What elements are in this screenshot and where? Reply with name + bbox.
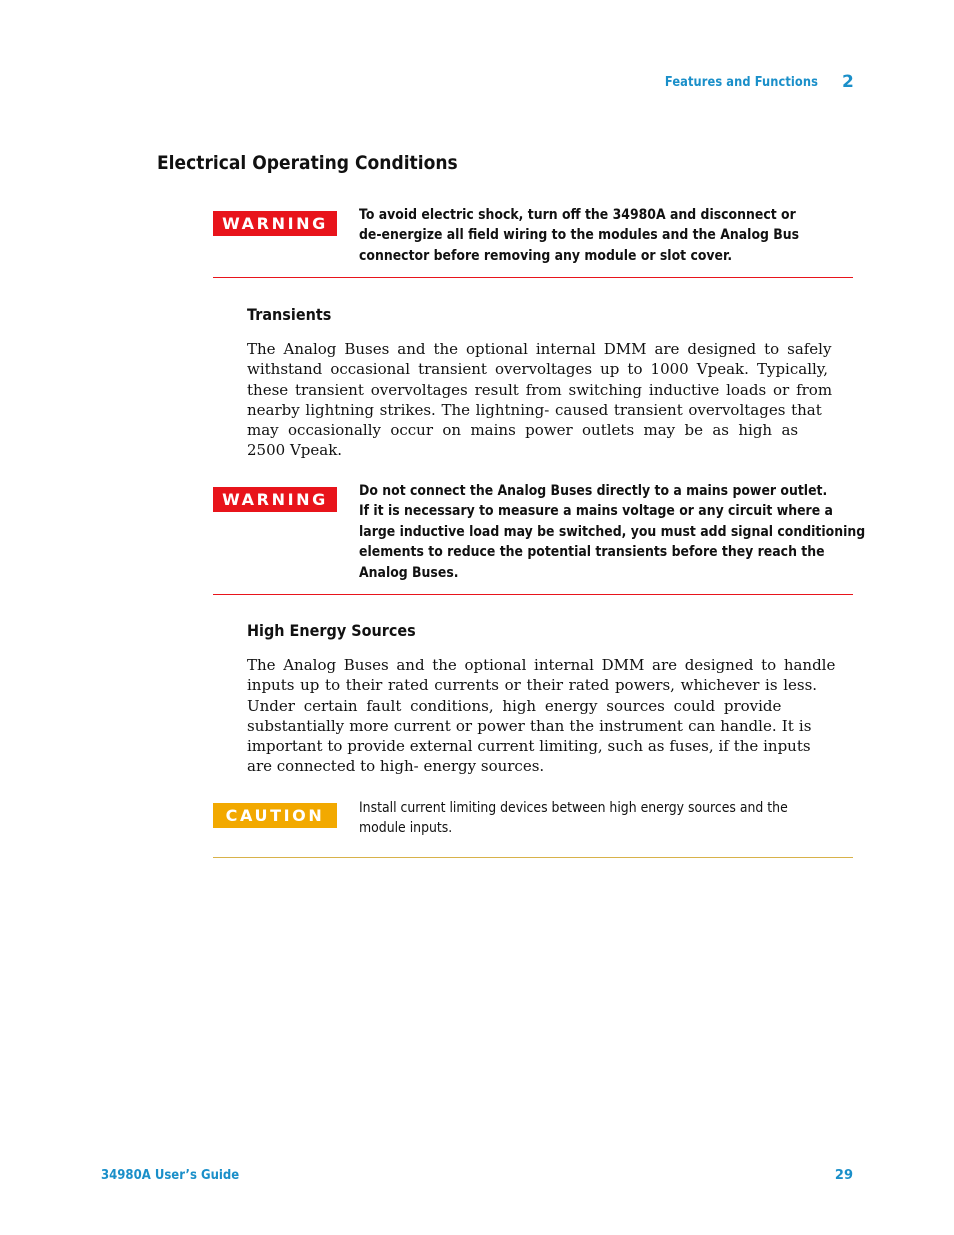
warning-text-line: de-energize all field wiring to the modules and the Analog Bus xyxy=(359,227,800,244)
caution-text xyxy=(359,798,859,839)
paragraph-line: are connected to high- energy sources. xyxy=(247,757,545,776)
warning-box xyxy=(213,483,866,596)
running-header-chapter-number: 2 xyxy=(842,72,854,92)
paragraph-line: The Analog Buses and the optional internal DMM are designed to safely xyxy=(247,340,832,358)
section-heading: Electrical Operating Conditions xyxy=(157,152,458,174)
warning-text-line: elements to reduce the potential transients before they reach the xyxy=(359,544,825,561)
warning-text xyxy=(359,205,859,266)
caution-text-line: Install current limiting devices between high energy sources and the xyxy=(359,800,788,816)
paragraph-line: nearby lightning strikes. The lightning- caused transient overvoltages that xyxy=(247,400,822,419)
paragraph-line: withstand occasional transient overvoltages up to 1000 Vpeak. Typically, xyxy=(247,360,829,379)
warning-text xyxy=(359,481,866,583)
paragraph-line: these transient overvoltages result from switching inductive loads or from xyxy=(247,380,833,399)
caution-divider xyxy=(213,857,853,858)
paragraph-line: substantially more current or power than the instrument can handle. It is xyxy=(247,716,812,735)
warning-text-line: Analog Buses. xyxy=(359,564,459,581)
running-header-chapter-title: Features and Functions xyxy=(664,75,818,90)
footer-page-number: 29 xyxy=(834,1168,853,1183)
paragraph-line: may occasionally occur on mains power outlets may be as high as xyxy=(247,421,799,440)
warning-text-line: Do not connect the Analog Buses directly to a mains power outlet. xyxy=(359,483,828,499)
high-energy-paragraph xyxy=(247,655,845,777)
caution-box xyxy=(213,800,853,859)
warning-box xyxy=(213,207,853,279)
warning-text-line: To avoid electric shock, turn off the 34980A and disconnect or xyxy=(359,207,796,223)
warning-text-line: large inductive load may be switched, you must add signal conditioning xyxy=(359,523,866,540)
warning-divider xyxy=(213,594,853,595)
transients-paragraph xyxy=(247,339,845,461)
paragraph-line: The Analog Buses and the optional internal DMM are designed to handle xyxy=(247,656,836,674)
footer-guide-title: 34980A User’s Guide xyxy=(101,1168,240,1183)
subheading-transients: Transients xyxy=(247,305,332,324)
warning-label: WARNING xyxy=(213,487,337,512)
paragraph-line: 2500 Vpeak. xyxy=(247,441,343,460)
paragraph-line: important to provide external current limiting, such as fuses, if the inputs xyxy=(247,737,811,756)
warning-divider xyxy=(213,277,853,278)
paragraph-line: inputs up to their rated currents or their rated powers, whichever is less. xyxy=(247,676,818,695)
warning-text-line: If it is necessary to measure a mains voltage or any circuit where a xyxy=(359,503,833,520)
caution-label: CAUTION xyxy=(213,803,337,828)
paragraph-line: Under certain fault conditions, high energy sources could provide xyxy=(247,696,782,715)
warning-text-line: connector before removing any module or slot cover. xyxy=(359,247,733,264)
caution-text-line: module inputs. xyxy=(359,820,453,837)
subheading-high-energy-sources: High Energy Sources xyxy=(247,621,416,640)
warning-label: WARNING xyxy=(213,211,337,236)
